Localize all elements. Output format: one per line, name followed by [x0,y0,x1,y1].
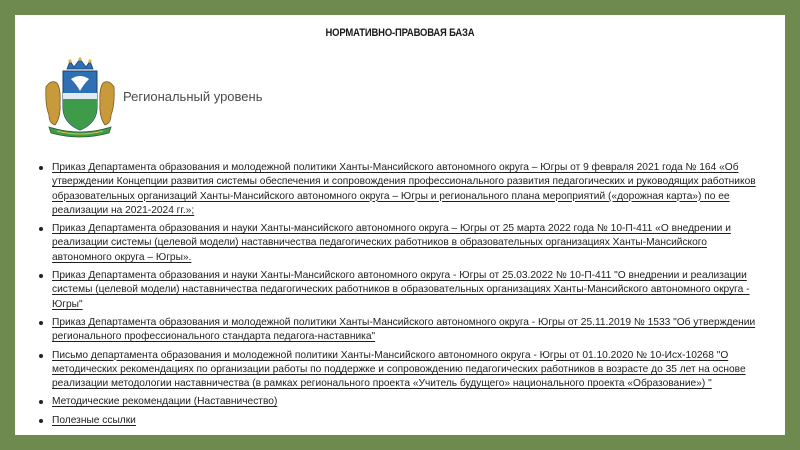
list-item [37,414,767,428]
bullet-icon [39,321,43,325]
list-item [37,316,767,345]
list-item [37,269,767,312]
bullet-icon [39,166,43,170]
region-label: Региональный уровень [123,89,263,104]
bullet-icon [39,400,43,404]
document-link[interactable]: Приказ Департамента образования и науки Ханты-мансийского автономного округа – Югры от 25 марта 2022 года № 10-П-411 «О внедрении и реализации системы (целевой модели) наставничества педагогических работников в образовательных организациях Ханты-Мансийского автономного округа – Югры». [52,223,731,263]
document-link[interactable]: Приказ Департамента образования и молодежной политики Ханты-Мансийского автономного округа – Югры от 9 февраля 2021 года № 164 «Об утверждении Концепции развития системы обеспечения и сопровождения профессионального развития педагогических и руководящих работников образовательных организаций Ханты-Мансийского автономного округа – Югры и регионального плана мероприятий («дорожная карта») по ее реализации на 2021-2024 гг.»; [52,162,756,216]
slide [15,15,785,435]
bullet-icon [39,274,43,278]
document-link[interactable]: Письмо департамента образования и молодежной политики Ханты-Мансийского автономного округа - Югры от 01.10.2020 № 10-Исх-10268 "О методических рекомендациях по организации работы по поддержке и сопровождению педагогических работников в возрасте до 35 лет на основе реализации методологии наставничества (в рамках регионального проекта «Учитель будущего» национального проекта «Образование») " [52,349,746,390]
list-item [37,161,767,218]
list-item [37,395,767,409]
document-list [37,161,767,432]
bullet-icon [39,354,43,358]
page-title: НОРМАТИВНО-ПРАВОВАЯ БАЗА [325,27,475,39]
list-item [37,222,767,265]
useful-links-link[interactable]: Полезные ссылки [52,414,136,426]
methodical-recommendations-link[interactable]: Методические рекомендации (Наставничество) [52,396,278,408]
bullet-icon [39,227,43,231]
bullet-icon [39,419,43,423]
list-item [37,349,767,392]
coat-of-arms-icon [43,57,117,139]
document-link[interactable]: Приказ Департамента образования и молодежной политики Ханты-Мансийского автономного округа - Югры от 25.11.2019 № 1533 "Об утверждении регионального профессионального стандарта педагога-наставника" [52,316,756,343]
document-link[interactable]: Приказ Департамента образования и науки Ханты-Мансийского автономного округа - Югры от 25.03.2022 № 10-П-411 "О внедрении и реализации системы (целевой модели) наставничества педагогических работников в образовательных организациях Ханты-Мансийского автономного округа - Югры" [52,270,750,310]
